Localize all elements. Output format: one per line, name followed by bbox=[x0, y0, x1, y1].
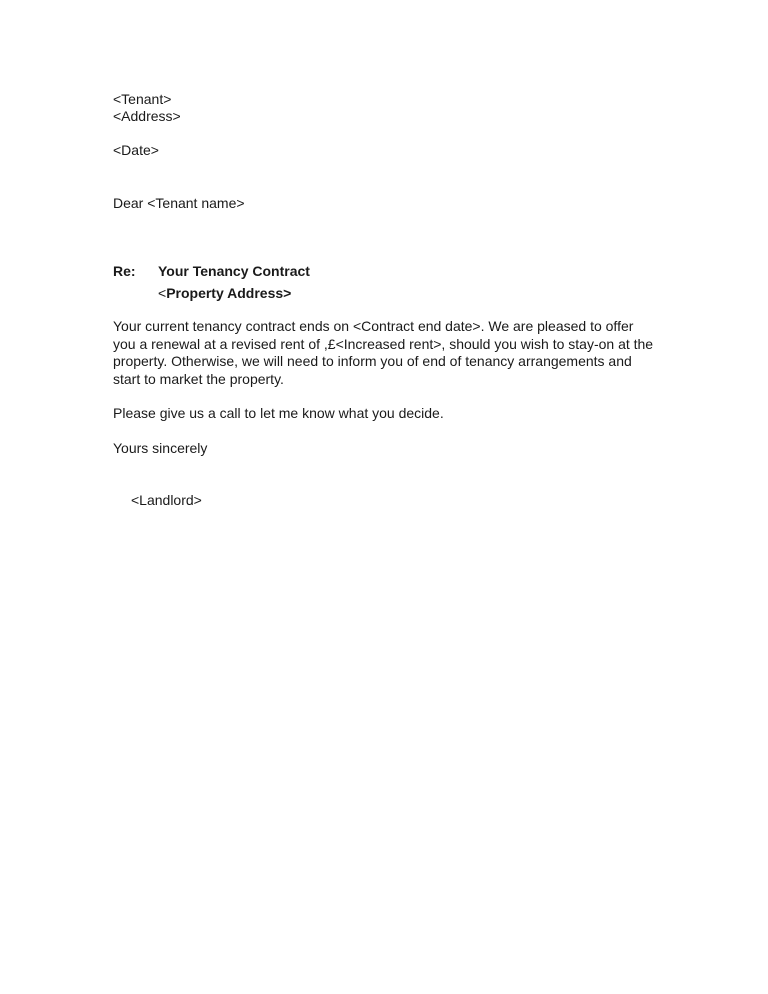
re-property-address bbox=[158, 284, 291, 302]
recipient-address: <Address> bbox=[113, 108, 181, 124]
closing: Yours sincerely bbox=[113, 440, 208, 456]
re-address-prefix: < bbox=[158, 285, 167, 301]
re-label: Re: bbox=[113, 263, 136, 279]
re-address-text: Property Address> bbox=[166, 285, 292, 301]
letter-date: <Date> bbox=[113, 142, 159, 158]
re-subject: Your Tenancy Contract bbox=[158, 263, 310, 279]
signature: <Landlord> bbox=[131, 492, 202, 508]
recipient-tenant: <Tenant> bbox=[113, 91, 172, 107]
salutation: Dear <Tenant name> bbox=[113, 195, 245, 211]
call-paragraph: Please give us a call to let me know what you decide. bbox=[113, 405, 444, 421]
body-paragraph: Your current tenancy contract ends on <Contract end date>. We are pleased to offer you a renewal at a revised rent of ,£<Increased rent>, should you wish to stay-on at the property. Otherwise, we will need to inform you of end of tenancy arrangements and start to market the property. bbox=[113, 318, 654, 387]
